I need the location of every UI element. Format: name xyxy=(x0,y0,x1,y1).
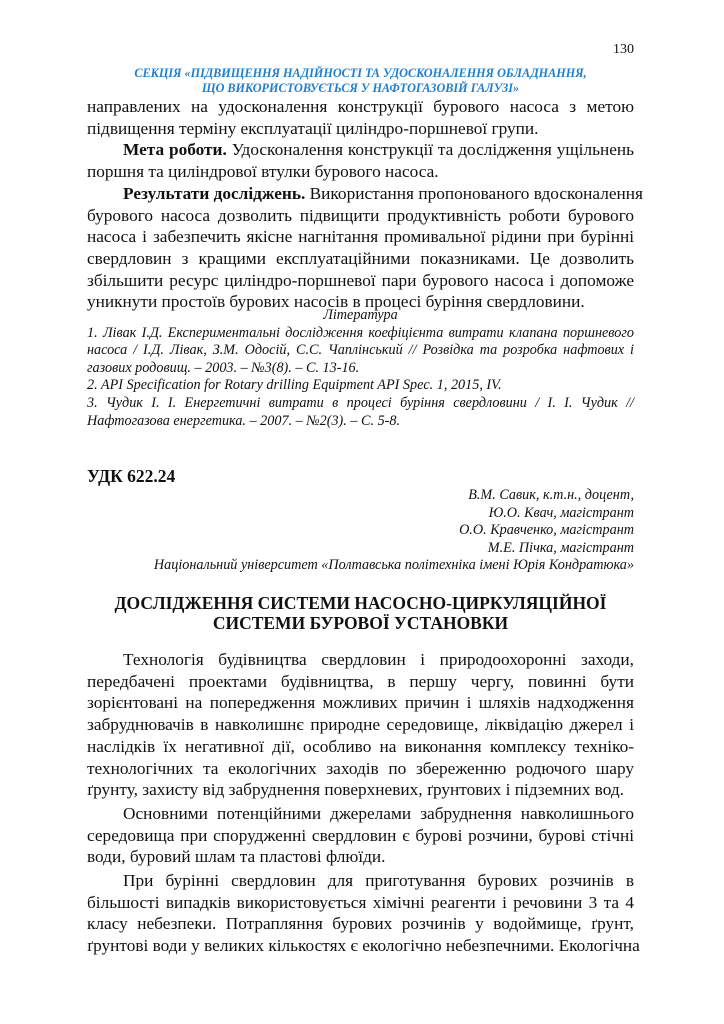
reference-line: Нафтогазова енергетика. – 2007. – №2(3). – С. 5-8. xyxy=(87,412,401,429)
text-run: При бурінні свердловин для приготування бурових розчинів в xyxy=(123,871,634,891)
section-header xyxy=(87,66,634,96)
paragraph xyxy=(87,183,643,313)
text-line xyxy=(87,692,634,714)
author: В.М. Савик, к.т.н., доцент, xyxy=(468,487,634,503)
article-title-line: ДОСЛІДЖЕННЯ СИСТЕМИ НАСОСНО-ЦИРКУЛЯЦІЙНОЇ xyxy=(114,593,607,613)
paragraph xyxy=(87,870,640,957)
text-run: зорієнтовані на попередження можливих причин і шляхів надходження xyxy=(87,693,634,713)
text-run: підвищення терміну експлуатації циліндро-поршневої групи. xyxy=(87,118,539,138)
text-run: води, буровий шлам та пластові флюїди. xyxy=(87,847,386,867)
text-line xyxy=(87,870,634,892)
article-body xyxy=(87,649,640,957)
reference-line: 2. API Specification for Rotary drilling Equipment API Spec. 1, 2015, IV. xyxy=(87,377,502,394)
author: Ю.О. Квач, магістрант xyxy=(488,504,634,521)
text-run: класу небезпеки. Потрапляння бурових розчинів у водоймище, ґрунт, xyxy=(87,914,634,934)
text-run: направлених на удосконалення конструкції бурового насоса з метою xyxy=(87,97,634,116)
text-line xyxy=(87,846,634,868)
text-line xyxy=(87,935,640,957)
text-run: технологічних та екологічних заходів по збереженню родючого шару xyxy=(87,758,634,778)
text-line xyxy=(87,118,634,140)
text-line xyxy=(87,736,634,758)
text-run: поршня та циліндрової втулки бурового насоса. xyxy=(87,162,439,182)
text-line xyxy=(87,248,634,270)
page-number: 130 xyxy=(613,42,634,57)
affiliation: Національний університет «Полтавська політехніка імені Юрія Кондратюка» xyxy=(153,557,634,574)
text-run: ґрунтові води у великих кількостях є екологічно небезпечними. Екологічна xyxy=(87,936,640,956)
text-run: Основними потенційними джерелами забруднення навколишнього xyxy=(123,803,634,823)
text-run: передбачені проектами будівництва, в першу чергу, повинні бути xyxy=(87,671,634,691)
text-line xyxy=(87,183,643,205)
text-line xyxy=(87,671,634,693)
text-run: більшості випадків використовується хімічні реагенти і речовини 3 та 4 xyxy=(87,892,634,912)
author: О.О. Кравченко, магістрант xyxy=(459,522,634,539)
text-run: забруднювачів в навколишнє природне середовище, ліквідацію джерел і xyxy=(87,715,634,735)
lead-in: Мета роботи. xyxy=(123,140,227,160)
references-title: Література xyxy=(323,307,398,323)
text-run: збільшити ресурс циліндро-поршневої пари бурового насоса і допоможе xyxy=(87,270,634,290)
section-header-line: СЕКЦІЯ «ПІДВИЩЕННЯ НАДІЙНОСТІ ТА УДОСКОНАЛЕННЯ ОБЛАДНАННЯ, xyxy=(134,66,587,80)
text-run: Використання пропонованого вдосконалення xyxy=(305,183,643,203)
reference-line: газових родовищ. – 2003. – №3(8). – С. 13-16. xyxy=(87,359,360,376)
text-line xyxy=(87,205,634,227)
intro-text xyxy=(87,96,643,313)
reference-line: 3. Чудик І. І. Енергетичні витрати в процесі буріння свердловини / І. І. Чудик // xyxy=(87,394,634,411)
article-title-line: СИСТЕМИ БУРОВОЇ УСТАНОВКИ xyxy=(212,613,509,633)
authors xyxy=(154,487,634,575)
section-header-line: ЩО ВИКОРИСТОВУЄТЬСЯ У НАФТОГАЗОВІЙ ГАЛУЗІ» xyxy=(201,81,520,95)
lead-in: Результати досліджень. xyxy=(123,183,306,203)
text-line xyxy=(87,758,634,780)
text-run: ґрунту, захисту від забруднення поверхневих, ґрунтових і підземних вод. xyxy=(87,780,624,800)
text-run: бурового насоса дозволить підвищити продуктивність роботи бурового xyxy=(87,205,634,225)
text-line xyxy=(87,892,634,914)
text-line xyxy=(87,803,634,825)
text-run: свердловин з кращими експлуатаційними показниками. Це дозволить xyxy=(87,248,634,268)
reference-line: 1. Лівак І.Д. Експериментальні дослідження коефіцієнта витрати клапана поршневого xyxy=(87,324,634,341)
article-title xyxy=(87,593,634,633)
text-line xyxy=(87,96,634,118)
text-run: уникнути простоїв бурових насосів в процесі буріння свердловини. xyxy=(87,292,585,312)
reference-line: насоса / І.Д. Лівак, З.М. Одосій, С.С. Чаплінський // Розвідка та розробка нафтових і xyxy=(87,342,634,359)
text-run: Технологія будівництва свердловин і природоохоронні заходи, xyxy=(123,650,634,669)
text-line xyxy=(87,649,634,671)
text-line xyxy=(87,913,634,935)
text-run: середовища при спорудженні свердловин є бурові розчини, бурові стічні xyxy=(87,825,634,845)
text-line xyxy=(87,161,634,183)
references xyxy=(87,307,634,430)
udc-code: УДК 622.24 xyxy=(87,466,176,486)
author: М.Е. Пічка, магістрант xyxy=(487,539,634,556)
paragraph xyxy=(87,96,634,139)
text-run: наслідків їх негативної дії, особливо на виконання комплексу техніко- xyxy=(87,736,634,756)
text-line xyxy=(87,139,634,161)
paragraph xyxy=(87,649,634,801)
text-line xyxy=(87,825,634,847)
text-line xyxy=(87,270,634,292)
paragraph xyxy=(87,139,634,182)
text-line xyxy=(87,714,634,736)
paragraph xyxy=(87,803,634,868)
text-run: насоса і забезпечить якісне нагнітання промивальної рідини при бурінні xyxy=(87,227,634,247)
text-line xyxy=(87,226,634,248)
text-line xyxy=(87,779,634,801)
text-run: Удосконалення конструкції та дослідження ущільнень xyxy=(226,140,634,160)
